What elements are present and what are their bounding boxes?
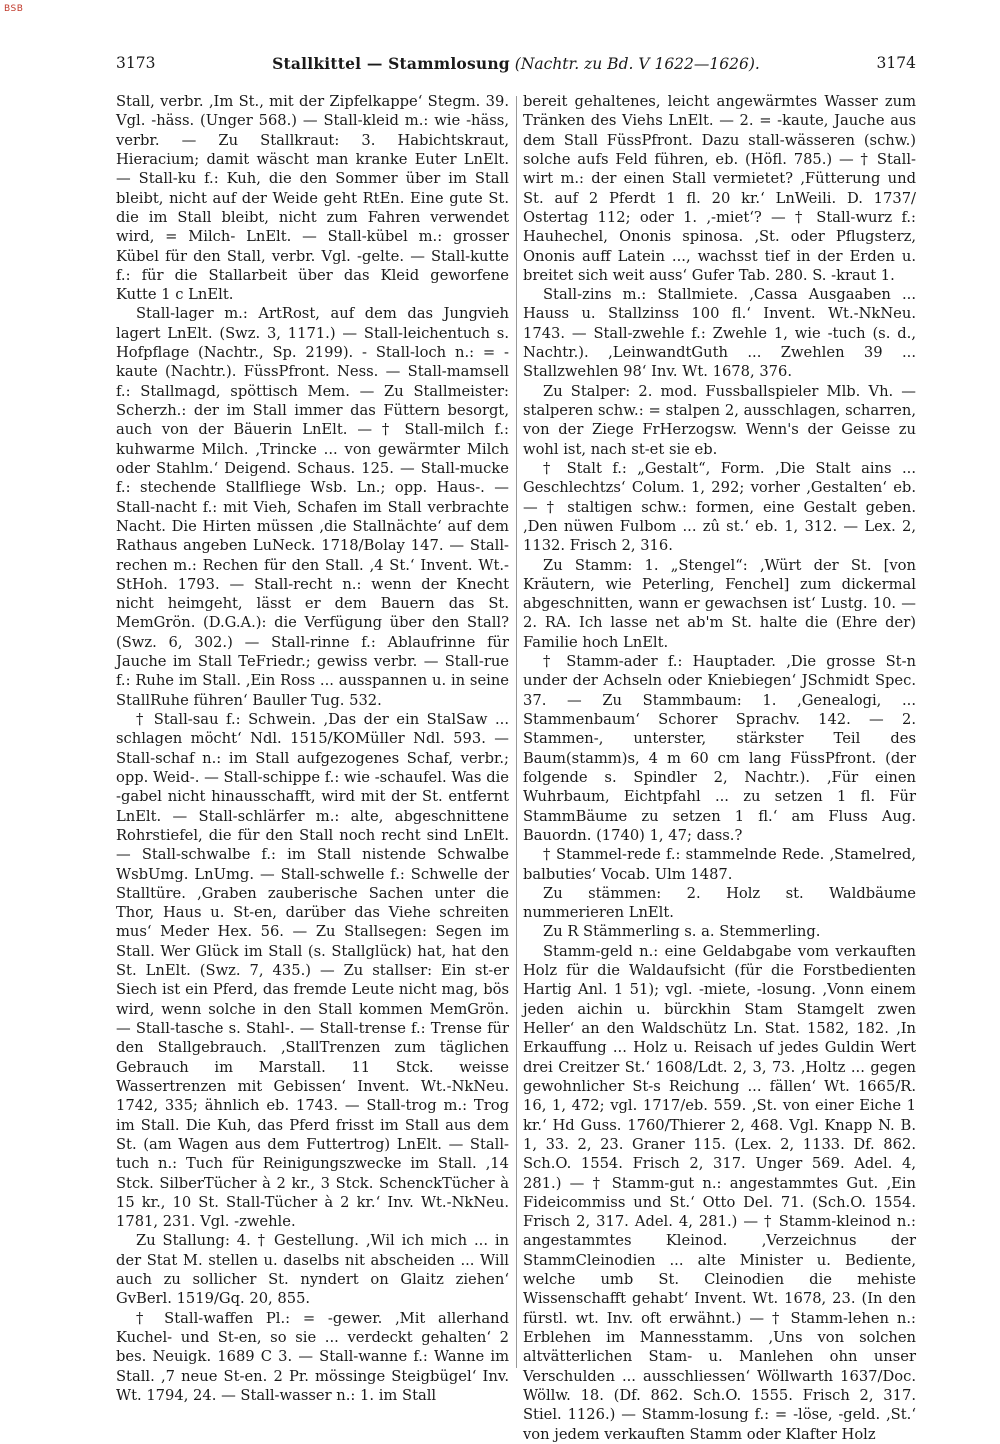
page-header: [116, 54, 916, 78]
dictionary-entry: Stall, verbr. ‚Im St., mit der Zipfelkappe‘ Stegm. 39. Vgl. -häss. (Unger 568.) — Stall-kleid m.: wie -häss, verbr. — Zu Stallkraut: 3. Habichtskraut, Hieracium; damit wäscht man kranke Euter LnElt. — Stall-ku f.: Kuh, die den Sommer über im Stall bleibt, nicht auf der Weide geht RtEn. Eine gute St. die im Stall bleibt, nicht zum Fahren verwendet wird, = Milch- LnElt. — Stall-kübel m.: grosser Kübel für den Stall, verbr. Vgl. -gelte. — Stall-kutte f.: für die Stallarbeit über das Kleid geworfene Kutte 1 c LnElt.: [116, 93, 509, 304]
dictionary-entry: † Stammel-rede f.: stammelnde Rede. ‚Stamelred, balbuties‘ Vocab. Ulm 1487.: [523, 846, 916, 883]
library-stamp: BSB: [4, 4, 24, 14]
page-number-right: 3174: [876, 54, 916, 72]
running-title: [116, 54, 916, 73]
dictionary-entry: Zu Stamm: 1. „Stengel“: ‚Würt der St. [von Kräutern, wie Peterling, Fenchel] zum dickermal abgeschnitten, wann er gewachsen ist‘ Lustg. 10. — 2. RA. Ich lasse net ab'm St. halte die (Ehre der) Familie hoch LnElt.: [523, 556, 916, 651]
dictionary-entry: Stall-zins m.: Stallmiete. ‚Cassa Ausgaaben ... Hauss u. Stallzinss 100 fl.‘ Invent. Wt.-NkNeu. 1743. — Stall-zwehle f.: Zwehle 1, wie -tuch (s. d., Nachtr.). ‚LeinwandtGuth ... Zwehlen 39 ... Stallzwehlen 98‘ Inv. Wt. 1678, 376.: [523, 286, 916, 381]
dictionary-entry: † Stalt f.: „Gestalt“, Form. ‚Die Stalt ains ... Geschlechtzs‘ Colum. 1, 292; vorher ‚Gestalten‘ eb. — † staltigen schw.: formen, eine Gestalt geben. ‚Den nüwen Fulbom ... zû st.‘ eb. 1, 312. — Lex. 2, 1132. Frisch 2, 316.: [523, 459, 916, 555]
dictionary-entry: † Stall-waffen Pl.: = -gewer. ‚Mit allerhand Kuchel- und St-en, so sie ... verdeckt gehalten‘ 2 bes. Neuigk. 1689 C 3. — Stall-wanne f.: Wanne im Stall. ‚7 neue St-en. 2 Pr. mössinge Steigbügel‘ Inv. Wt. 1794, 24. — Stall-wasser n.: 1. im Stall: [116, 1309, 509, 1404]
dictionary-entry: Zu stämmen: 2. Holz st. Waldbäume nummerieren LnElt.: [523, 884, 916, 922]
dictionary-entry: Zu Stalper: 2. mod. Fussballspieler Mlb. Vh. — stalperen schw.: = stalpen 2, ausschlagen, scharren, von der Ziege FrHerzogsw. Wenn's der Geisse zu wohl ist, nach st-et sie eb.: [523, 382, 916, 458]
dictionary-entry: bereit gehaltenes, leicht angewärmtes Wasser zum Tränken des Viehs LnElt. — 2. = -kaute, Jauche aus dem Stall FüssPfront. Dazu stall-wässeren (schw.) solche aufs Feld führen, eb. (Höfl. 785.) — † Stall-wirt m.: der einen Stall vermietet? ‚Fütterung und St. auf 2 Pferdt 1 fl. 20 kr.‘ LnWeili. D. 1737/ Ostertag 112; oder 1. ‚-miet‘? — † Stall-wurz f.: Hauhechel, Ononis spinosa. ‚St. oder Pflugsterz, Ononis auff Latein ..., wachsst tief in der Erden u. breitet sich weit auss‘ Gufer Tab. 280. S. -kraut 1.: [523, 93, 916, 284]
dictionary-entry: Stamm-geld n.: eine Geldabgabe vom verkauften Holz für die Waldaufsicht (für die Forstbedienten Hartig Anl. 1 51); vgl. -miete, -losung. ‚Vonn einem jeden aichin u. bürckhin Stam Stamgelt zwen Heller‘ an den Waldschütz Ln. Stat. 1582, 182. ‚In Erkauffung ... Holz u. Reisach uf jedes Guldin Wert drei Creitzer St.‘ 1608/Ldt. 2, 3, 73. ‚Holtz ... gegen gewohnlicher St-s Reichung ... fällen‘ Wt. 1665/R. 16, 1, 472; vgl. 1717/eb. 559. ‚St. von einer Eiche 1 kr.‘ Hd Guss. 1760/Thierer 2, 468. Vgl. Knapp N. B. 1, 33. 2, 23. Graner 115. (Lex. 2, 1133. Df. 862. Sch.O. 1554. Frisch 2, 317. Unger 569. Adel. 4, 281.) — † Stamm-gut n.: angestammtes Gut. ‚Ein Fideicommiss und St.‘ Otto Del. 71. (Sch.O. 1554. Frisch 2, 317. Adel. 4, 281.) — † Stamm-kleinod n.: angestammtes Kleinod. ‚Verzeichnus der StammCleinodien ... alte Minister u. Bediente, welche umb St. Cleinodien die mehiste Wissenschafft gehabt‘ Invent. Wt. 1678, 23. (In den fürstl. wt. Inv. oft erwähnt.) — † Stamm-lehen n.: Erblehen im Mannesstamm. ‚Uns von solchen altvätterlichen Stam- u. Manlehen ohn unser Verschulden ... ausschliessen‘ Wöllwarth 1637/Doc. Wöllw. 18. (Df. 862. Sch.O. 1555. Frisch 2, 317. Stiel. 1126.) — Stamm-losung f.: = -löse, -geld. ‚St.‘ von jedem verkauften Stamm oder Klafter Holz: [523, 942, 916, 1443]
dictionary-entry: Stall-lager m.: ArtRost, auf dem das Jungvieh lagert LnElt. (Swz. 3, 1171.) — Stall-leichentuch s. Hofpflage (Nachtr., Sp. 2199). - Stall-loch n.: = -kaute (Nachtr.). FüssPfront. Ness. — Stall-mamsell f.: Stallmagd, spöttisch Mem. — Zu Stallmeister: Scherzh.: der im Stall immer das Füttern besorgt, auch von der Bäuerin LnElt. — † Stall-milch f.: kuhwarme Milch. ‚Trincke ... von gewärmter Milch oder Stahlm.‘ Deigend. Schaus. 125. — Stall-mucke f.: stechende Stallfliege Wsb. Ln.; opp. Haus-. — Stall-nacht f.: mit Vieh, Schafen im Stall verbrachte Nacht. Die Hirten müssen ‚die Stallnächte‘ auf dem Rathaus angeben LuNeck. 1718/Bolay 147. — Stall-rechen m.: Rechen für den Stall. ‚4 St.‘ Invent. Wt.-StHoh. 1793. — Stall-recht n.: wenn der Knecht nicht heimgeht, lässt er dem Bauern das St. MemGrön. (D.G.A.): die Verfügung über den Stall? (Swz. 6, 302.) — Stall-rinne f.: Ablaufrinne für Jauche im Stall TeFriedr.; gewiss verbr. — Stall-rue f.: Ruhe im Stall. ‚Ein Ross ... ausspannen u. in seine StallRuhe führen‘ Bauller Tug. 532.: [116, 305, 509, 709]
dictionary-entry: † Stall-sau f.: Schwein. ‚Das der ein StalSaw ... schlagen möcht‘ Ndl. 1515/KOMüller Ndl. 593. — Stall-schaf n.: im Stall aufgezogenes Schaf, verbr.; opp. Weid-. — Stall-schippe f.: wie -schaufel. Was die -gabel nicht hinausschafft, wird mit der St. entfernt LnElt. — Stall-schlärfer m.: alte, abgeschnittene Rohrstiefel, die für den Stall noch recht sind LnElt. — Stall-schwalbe f.: im Stall nistende Schwalbe WsbUmg. LnUmg. — Stall-schwelle f.: Schwelle der Stalltüre. ‚Graben zauberische Sachen unter die Thor, Haus u. St-en, darüber das Viehe schreiten mus‘ Meder Hex. 56. — Zu Stallsegen: Segen im Stall. Wer Glück im Stall (s. Stallglück) hat, hat den St. LnElt. (Swz. 7, 435.) — Zu stallser: Ein st-er Siech ist ein Pferd, das fremde Leute nicht mag, bös wird, wenn solche in den Stall kommen MemGrön. — Stall-tasche s. Stahl-. — Stall-trense f.: Trense für den Stallgebrauch. ‚StallTrenzen zum täglichen Gebrauch im Marstall. 11 Stck. weisse Wassertrenzen mit Gebissen‘ Invent. Wt.-NkNeu. 1742, 335; ähnlich eb. 1743. — Stall-trog m.: Trog im Stall. Die Kuh, das Pferd frisst im Stall aus dem St. (am Wagen aus dem Futtertrog) LnElt. — Stall-tuch n.: Tuch für Reinigungszwecke im Stall. ‚14 Stck. SilberTücher à 2 kr., 3 Stck. SchenckTücher à 15 kr., 10 St. Stall-Tücher à 2 kr.‘ Inv. Wt.-NkNeu. 1781, 231. Vgl. -zwehle.: [116, 711, 509, 1231]
page-number-left: 3173: [116, 54, 156, 72]
right-column: [523, 92, 916, 1443]
left-column: [116, 92, 509, 1404]
column-divider: [516, 96, 517, 1368]
dictionary-entry: Zu R Stämmerling s. a. Stemmerling.: [543, 923, 821, 941]
dictionary-entry: Zu Stallung: 4. † Gestellung. ‚Wil ich mich ... in der Stat M. stellen u. daselbs nit abscheiden ... Will auch zu sollicher St. nyndert on Glaitz ziehen‘ GvBerl. 1519/Gq. 20, 855.: [116, 1232, 509, 1308]
running-title-lemma: Stallkittel — Stammlosung: [272, 54, 510, 73]
dictionary-entry: † Stamm-ader f.: Hauptader. ‚Die grosse St-n under der Achseln oder Kniebiegen‘ JSchmidt Spec. 37. — Zu Stammbaum: 1. ‚Genealogi, ... Stammenbaum‘ Schorer Sprachv. 142. — 2. Stammen-, unterster, stärkster Teil des Baum(stamm)s, 4 m 60 cm lang FüssPfront. (der folgende s. Spindler 2, Nachtr.). ‚Für einen Wuhrbaum, Eichtpfahl ... zu setzen 1 fl. Für StammBäume zu setzen 1 fl.‘ am Fluss Aug. Bauordn. (1740) 1, 47; dass.?: [523, 653, 916, 844]
running-title-reference: (Nachtr. zu Bd. V 1622—1626).: [514, 55, 760, 73]
